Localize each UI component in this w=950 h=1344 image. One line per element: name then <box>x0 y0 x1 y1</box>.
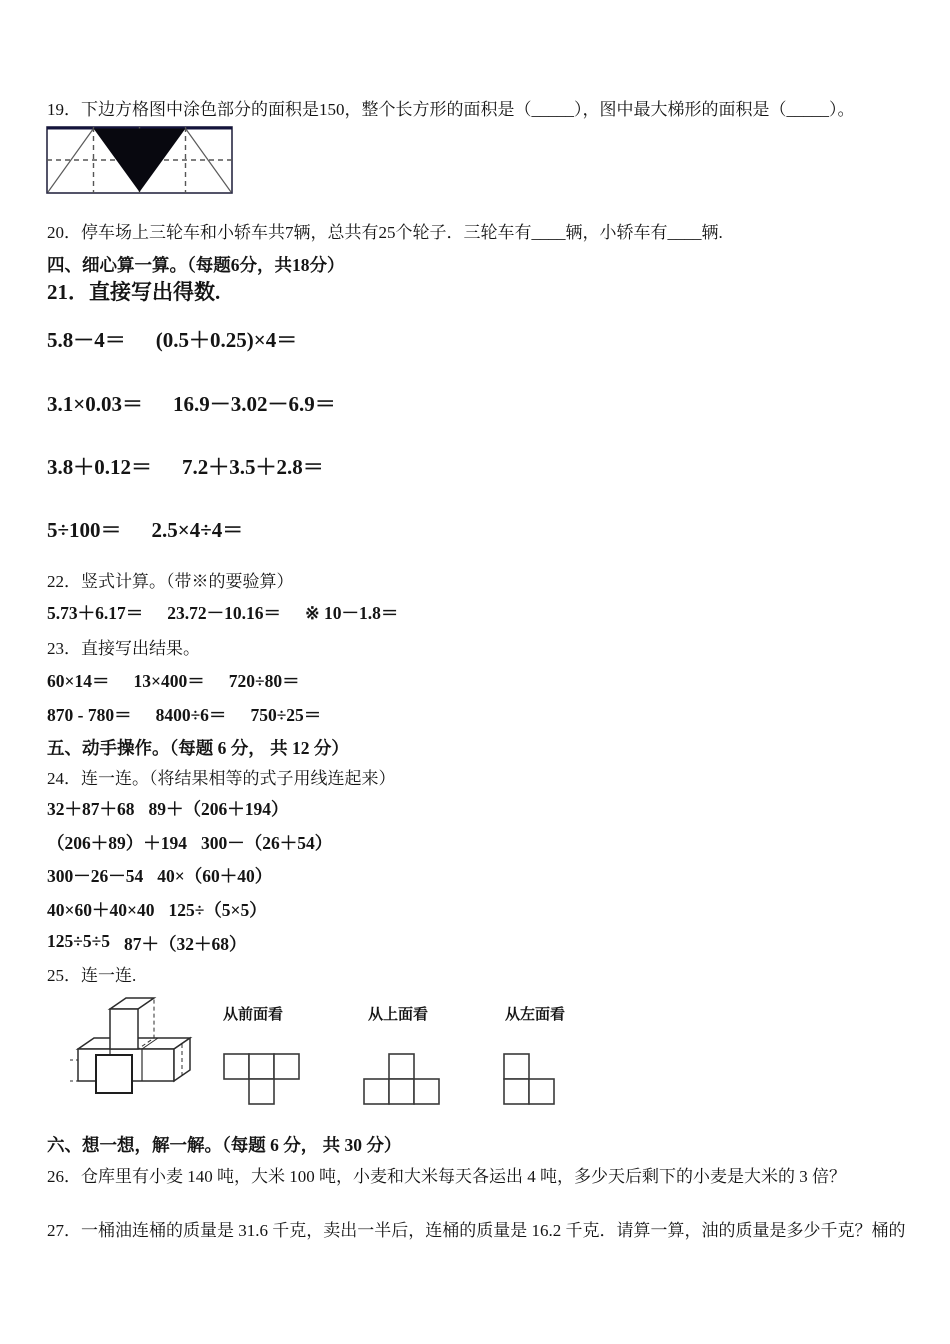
q25-figure-row <box>55 995 915 1127</box>
q24-line-5 <box>47 931 246 956</box>
expression: 3.1×0.03＝ <box>47 392 143 416</box>
question-20-text: 20．停车场上三轮车和小轿车共7辆，总共有25个轮子．三轮车有____辆，小轿车有____辆. <box>47 223 723 242</box>
q24-line-1 <box>47 796 289 821</box>
expression: 720÷80＝ <box>228 671 300 691</box>
front-view-label: 从前面看 <box>223 1007 284 1023</box>
q24-line-2 <box>47 830 332 855</box>
question-23-heading: 23．直接写出结果。 <box>47 639 200 658</box>
expression: 5÷100＝ <box>47 518 122 542</box>
question-25-heading: 25．连一连. <box>47 966 137 985</box>
q21-row-1 <box>47 324 297 354</box>
expression: 300－（26＋54） <box>201 833 333 853</box>
section-5-heading: 五、动手操作。（每题 6 分， 共 12 分） <box>47 738 349 758</box>
expression: 5.73＋6.17＝ <box>47 603 144 623</box>
expression: 3.8＋0.12＝ <box>47 455 152 479</box>
expression: 5.8－4＝ <box>47 328 126 352</box>
left-view-svg <box>503 1053 555 1105</box>
expression: 300－26－54 <box>47 866 144 886</box>
expression: 40×60＋40×40 <box>47 900 155 920</box>
expression: 60×14＝ <box>47 671 110 691</box>
expression: 89＋（206＋194） <box>148 799 289 819</box>
q21-row-2 <box>47 388 336 418</box>
q24-line-3 <box>47 863 272 888</box>
front-view-svg <box>223 1053 300 1105</box>
section-6-heading: 六、想一想，解一解。（每题 6 分， 共 30 分） <box>47 1135 402 1155</box>
expression: 870 - 780＝ <box>47 705 132 725</box>
expression: (0.5＋0.25)×4＝ <box>155 328 298 352</box>
cube-arrangement-figure <box>70 997 245 1109</box>
q22-row <box>47 600 398 625</box>
expression: 13×400＝ <box>133 671 205 691</box>
grid-rectangle-svg <box>46 126 233 194</box>
expression: 125÷5÷5 <box>47 931 110 951</box>
expression: 87＋（32＋68） <box>123 934 247 954</box>
question-26-text: 26．仓库里有小麦 140 吨，大米 100 吨，小麦和大米每天各运出 4 吨，多少天后剩下的小麦是大米的 3 倍？ <box>47 1167 846 1186</box>
expression: 40×（60＋40） <box>157 866 273 886</box>
q21-row-3 <box>47 451 324 481</box>
expression: 2.5×4÷4＝ <box>151 518 244 542</box>
top-view-svg <box>363 1053 440 1105</box>
question-27-text: 27．一桶油连桶的质量是 31.6 千克，卖出一半后，连桶的质量是 16.2 千克．请算一算，油的质量是多少千克？桶的 <box>47 1221 906 1240</box>
question-22-heading: 22．竖式计算。（带※的要验算） <box>47 572 294 591</box>
expression: ※ 10－1.8＝ <box>305 603 399 623</box>
expression: 8400÷6＝ <box>155 705 227 725</box>
expression: 7.2＋3.5＋2.8＝ <box>182 455 324 479</box>
question-19-text: 19．下边方格图中涂色部分的面积是150，整个长方形的面积是（_____），图中最大梯形的面积是（_____）。 <box>47 100 855 119</box>
top-view-label: 从上面看 <box>368 1007 429 1023</box>
grid-rectangle-figure <box>46 126 233 194</box>
expression: （206＋89）＋194 <box>47 833 187 853</box>
front-view-shape <box>223 1053 300 1105</box>
q23-row-1 <box>47 668 300 693</box>
expression: 23.72－10.16＝ <box>167 603 281 623</box>
question-21-heading: 21．直接写出得数. <box>47 280 221 304</box>
question-24-heading: 24．连一连。（将结果相等的式子用线连起来） <box>47 769 396 788</box>
section-4-heading: 四、细心算一算。（每题6分，共18分） <box>47 255 345 275</box>
q21-row-4 <box>47 514 243 544</box>
q23-row-2 <box>47 702 321 727</box>
expression: 125÷（5×5） <box>168 900 267 920</box>
left-view-shape <box>503 1053 555 1105</box>
cube-arrangement-svg <box>70 997 245 1109</box>
q24-line-4 <box>47 897 267 922</box>
expression: 16.9－3.02－6.9＝ <box>172 392 336 416</box>
expression: 32＋87＋68 <box>47 799 135 819</box>
expression: 750÷25＝ <box>250 705 322 725</box>
top-view-shape <box>363 1053 440 1105</box>
left-view-label: 从左面看 <box>505 1007 566 1023</box>
